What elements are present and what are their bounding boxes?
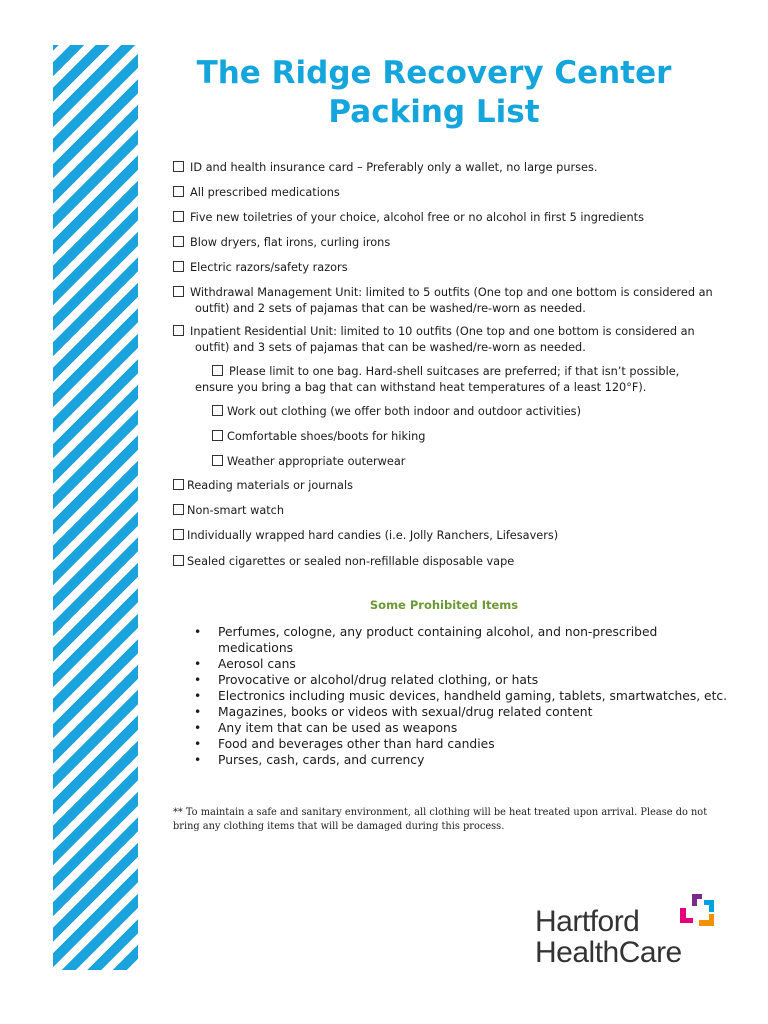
checkbox-icon[interactable] — [173, 555, 184, 566]
sub-checklist-item: Comfortable shoes/boots for hiking — [212, 429, 425, 445]
checkbox-icon[interactable] — [173, 286, 184, 297]
bullet-icon: • — [194, 625, 202, 639]
checklist-item: Individually wrapped hard candies (i.e. Jolly Ranchers, Lifesavers) — [173, 528, 558, 544]
checkbox-icon[interactable] — [212, 365, 223, 376]
list-item: • Electronics including music devices, handheld gaming, tablets, smartwatches, etc. — [194, 689, 728, 703]
checkbox-icon[interactable] — [173, 325, 184, 336]
checkbox-icon[interactable] — [173, 161, 184, 172]
checklist-item: Withdrawal Management Unit: limited to 5 outfits (One top and one bottom is considered an outfit) and 2 sets of pajamas that can be washed/re-worn as needed. — [173, 285, 713, 316]
checkbox-icon[interactable] — [173, 479, 184, 490]
list-item: • Any item that can be used as weapons — [194, 721, 458, 735]
bullet-icon: • — [194, 705, 202, 719]
checklist-item: Non-smart watch — [173, 503, 284, 519]
checkbox-icon[interactable] — [173, 529, 184, 540]
checklist-item: ID and health insurance card – Preferably only a wallet, no large purses. — [173, 160, 597, 176]
sub-checklist-item: Please limit to one bag. Hard-shell suitcases are preferred; if that isn’t possible, ensure you bring a bag that can withstand heat temperatures of a least 120°F). — [195, 365, 680, 394]
checklist-item: Blow dryers, flat irons, curling irons — [173, 235, 390, 251]
checkbox-icon[interactable] — [173, 186, 184, 197]
bullet-icon: • — [194, 753, 202, 767]
list-item: • Provocative or alcohol/drug related clothing, or hats — [194, 673, 539, 687]
bullet-icon: • — [194, 657, 202, 671]
list-item: • Purses, cash, cards, and currency — [194, 753, 425, 767]
bullet-icon: • — [194, 689, 202, 703]
checkbox-icon[interactable] — [212, 430, 223, 441]
hartford-healthcare-logo — [535, 886, 725, 976]
sub-checklist-item: Work out clothing (we offer both indoor and outdoor activities) — [212, 404, 581, 420]
list-item: • Magazines, books or videos with sexual/drug related content — [194, 705, 593, 719]
checklist-item: Inpatient Residential Unit: limited to 10 outfits (One top and one bottom is considered an outfit) and 3 sets of pajamas that can be washed/re-worn as needed. — [173, 324, 695, 355]
prohibited-heading: Some Prohibited Items — [369, 598, 519, 612]
checklist-item: All prescribed medications — [173, 185, 340, 201]
checklist-item: Electric razors/safety razors — [173, 260, 348, 276]
list-item: • Aerosol cans — [194, 657, 296, 671]
list-item: • Perfumes, cologne, any product containing alcohol, and non-prescribed medications — [194, 625, 658, 655]
checklist-item: Reading materials or journals — [173, 478, 353, 494]
logo-wordmark: Hartford HealthCare — [535, 905, 682, 969]
decorative-stripe-bar — [53, 45, 138, 970]
checkbox-icon[interactable] — [212, 455, 223, 466]
bullet-icon: • — [194, 721, 202, 735]
checkbox-icon[interactable] — [173, 261, 184, 272]
list-item: • Food and beverages other than hard candies — [194, 737, 495, 751]
checklist-item: Sealed cigarettes or sealed non-refillable disposable vape — [173, 554, 514, 570]
logo-mark-icon — [676, 890, 718, 936]
checkbox-icon[interactable] — [173, 211, 184, 222]
checkbox-icon[interactable] — [212, 405, 223, 416]
bullet-icon: • — [194, 737, 202, 751]
bullet-icon: • — [194, 673, 202, 687]
sub-checklist-item: Weather appropriate outerwear — [212, 454, 405, 470]
prohibited-list — [190, 624, 730, 768]
footnote: ** To maintain a safe and sanitary environment, all clothing will be heat treated upon arrival. Please do not bring any clothing items that will be damaged during this process. — [173, 807, 708, 832]
checkbox-icon[interactable] — [173, 504, 184, 515]
checkbox-icon[interactable] — [173, 236, 184, 247]
checklist-item: Five new toiletries of your choice, alcohol free or no alcohol in first 5 ingredients — [173, 210, 644, 226]
page-title: The Ridge Recovery Center Packing List — [196, 55, 672, 130]
